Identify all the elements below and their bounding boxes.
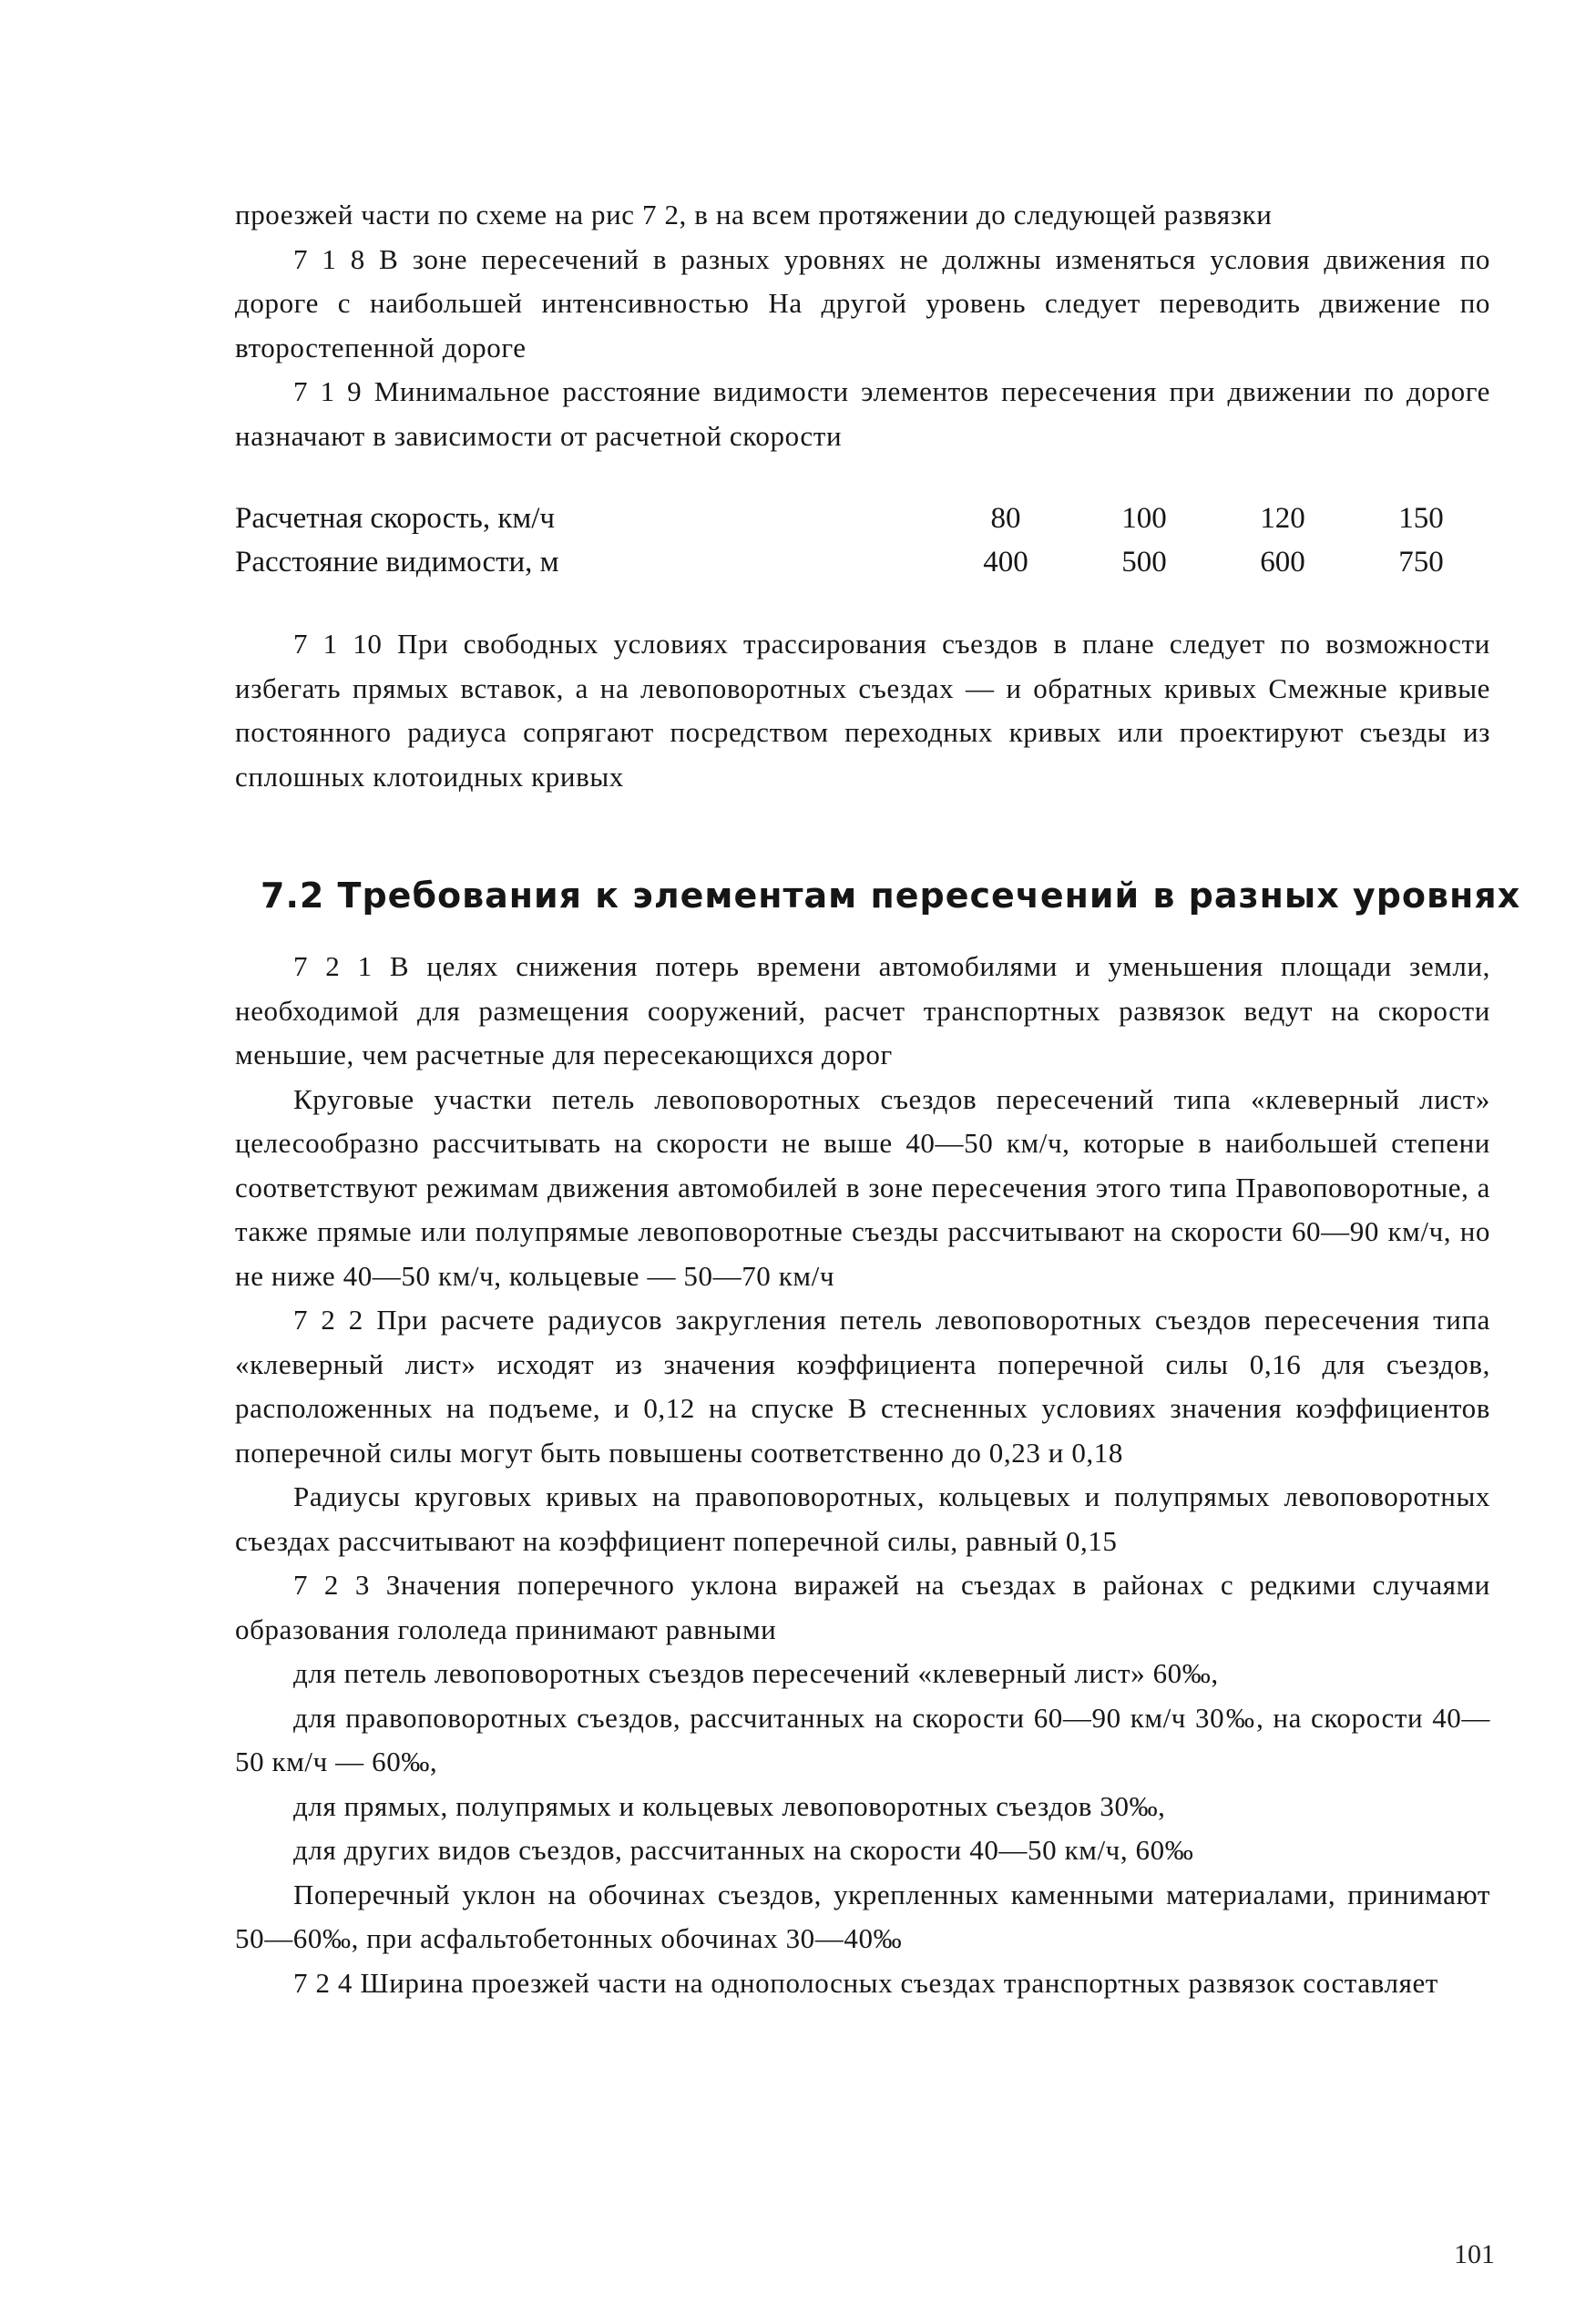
section-heading: 7.2 Требования к элементам пересечений в разных уровнях bbox=[261, 876, 1521, 916]
table-cell: 400 bbox=[983, 546, 1028, 579]
paragraph-shoulder-slope: Поперечный уклон на обочинах съездов, укрепленных каменными материалами, принимают 50—60‰, при асфальтобетонных обочинах 30—40‰ bbox=[235, 1878, 1490, 1954]
table-row bbox=[235, 497, 1490, 540]
table-cell: 100 bbox=[1121, 502, 1167, 535]
table-cell: 600 bbox=[1260, 546, 1305, 579]
paragraph-7-1-10: 7 1 10 При свободных условиях трассирования съездов в плане следует по возможности избегать прямых вставок, а на левоповоротных съездах — и обратных кривых Смежные кривые постоянного радиуса сопрягают посредством переходных кривых или проектируют съезды из сплошных клотоидных кривых bbox=[235, 628, 1490, 793]
row-label-distance: Расстояние видимости, м bbox=[235, 546, 559, 579]
page-number: 101 bbox=[1454, 2239, 1495, 2269]
paragraph-7-1-9: 7 1 9 Минимальное расстояние видимости элементов пересечения при движении по дороге назначают в зависимости от расчетной скорости bbox=[235, 375, 1490, 452]
table-cell: 500 bbox=[1121, 546, 1167, 579]
table-cell: 150 bbox=[1398, 502, 1444, 535]
list-item: для других видов съездов, рассчитанных на скорости 40—50 км/ч, 60‰ bbox=[293, 1834, 1194, 1866]
paragraph-7-2-4: 7 2 4 Ширина проезжей части на однополосных съездах транспортных развязок составляет bbox=[293, 1966, 1438, 1999]
table-row bbox=[235, 540, 1490, 584]
list-item: для прямых, полупрямых и кольцевых левоповоротных съездов 30‰, bbox=[293, 1789, 1166, 1822]
visibility-table bbox=[235, 497, 1490, 584]
list-item: для правоповоротных съездов, рассчитанных на скорости 60—90 км/ч 30‰, на скорости 40—50 км/ч — 60‰, bbox=[235, 1701, 1490, 1777]
paragraph-7-2-1: 7 2 1 В целях снижения потерь времени автомобилями и уменьшения площади земли, необходимой для размещения сооружений, расчет транспортных развязок ведут на скорости меньшие, чем расчетные для пересекающихся дорог bbox=[235, 950, 1490, 1070]
document-page bbox=[235, 193, 1521, 2005]
row-label-speed: Расчетная скорость, км/ч bbox=[235, 502, 556, 535]
table-cell: 80 bbox=[990, 502, 1021, 535]
paragraph-circular-sections: Круговые участки петель левоповоротных съездов пересечений типа «клеверный лист» целесообразно рассчитывать на скорости не выше 40—50 км/ч, которые в наибольшей степени соответствуют режимам движения автомобилей в зоне пересечения этого типа Правоповоротные, а также прямые или полупрямые левоповоротные съезды рассчитывают на скорости 60—90 км/ч, но не ниже 40—50 км/ч, кольцевые — 50—70 км/ч bbox=[235, 1082, 1490, 1292]
paragraph-7-2-3: 7 2 3 Значения поперечного уклона виражей на съездах в районах с редкими случаями образования гололеда принимают равными bbox=[235, 1569, 1490, 1645]
table-cell: 120 bbox=[1260, 502, 1305, 535]
paragraph-continued: проезжей части по схеме на рис 7 2, в на всем протяжении до следующей развязки bbox=[235, 199, 1273, 230]
table-cell: 750 bbox=[1398, 546, 1444, 579]
paragraph-7-2-2: 7 2 2 При расчете радиусов закругления петель левоповоротных съездов пересечения типа «клеверный лист» исходят из значения коэффициента поперечной силы 0,16 для съездов, расположенных на подъеме, и 0,12 на спуске В стесненных условиях значения коэффициентов поперечной силы могут быть повышены соответственно до 0,23 и 0,18 bbox=[235, 1304, 1490, 1469]
paragraph-curve-radii: Радиусы круговых кривых на правоповоротных, кольцевых и полупрямых левоповоротных съездах рассчитывают на коэффициент поперечной силы, равный 0,15 bbox=[235, 1480, 1490, 1557]
paragraph-7-1-8: 7 1 8 В зоне пересечений в разных уровнях не должны изменяться условия движения по дороге с наибольшей интенсивностью На другой уровень следует переводить движение по второстепенной дороге bbox=[235, 242, 1490, 364]
list-item: для петель левоповоротных съездов пересечений «клеверный лист» 60‰, bbox=[293, 1657, 1219, 1689]
